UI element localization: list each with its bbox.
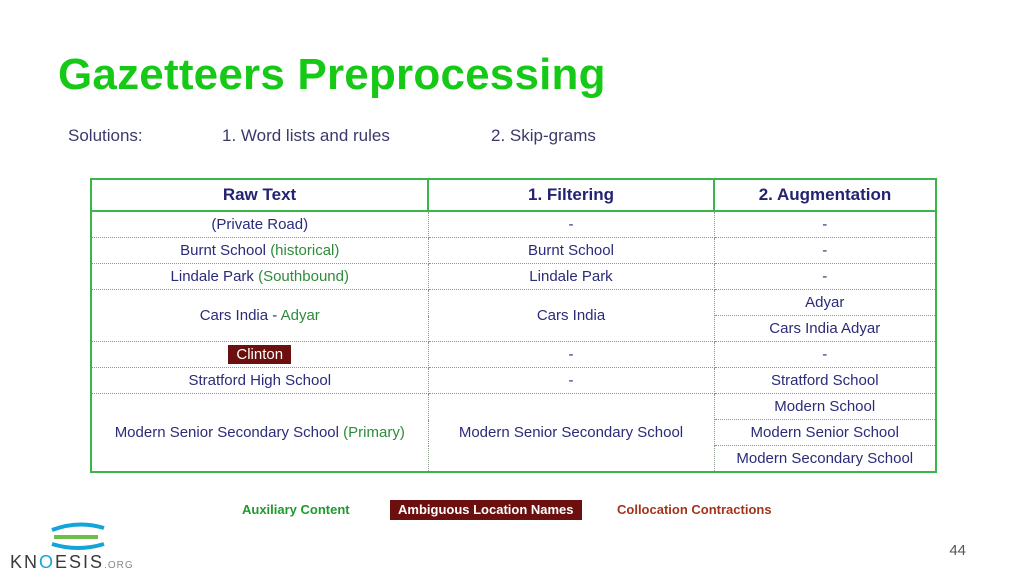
cell-filter: Lindale Park	[428, 264, 714, 290]
logo-text-k: KN	[10, 552, 40, 572]
cell-aug: -	[714, 264, 936, 290]
legend-collocation: Collocation Contractions	[617, 502, 772, 517]
cell-raw	[91, 264, 428, 290]
cell-filter: Modern Senior Secondary School	[428, 394, 714, 473]
table-row	[91, 368, 936, 394]
preprocessing-table	[90, 178, 937, 473]
cell-filter: -	[428, 211, 714, 238]
cell-aug: Adyar	[714, 290, 936, 316]
cell-raw: (Private Road)	[91, 211, 428, 238]
logo-text-rest: ESIS	[55, 552, 105, 572]
table-row	[91, 238, 936, 264]
raw-aux-text: Adyar	[280, 307, 320, 324]
cell-raw: Stratford High School	[91, 368, 428, 394]
raw-aux-text: (historical)	[270, 242, 340, 259]
cell-aug: Modern Secondary School	[714, 446, 936, 473]
table-row	[91, 342, 936, 368]
cell-aug: -	[714, 238, 936, 264]
table-row	[91, 394, 936, 420]
ambiguous-name: Clinton	[228, 345, 291, 364]
raw-main-text: Lindale Park	[170, 268, 259, 285]
cell-raw	[91, 238, 428, 264]
table-row	[91, 290, 936, 316]
cell-filter: -	[428, 342, 714, 368]
legend-ambiguous: Ambiguous Location Names	[390, 500, 582, 520]
solutions-line	[0, 126, 1024, 150]
cell-raw	[91, 290, 428, 342]
table-row	[91, 264, 936, 290]
table-header-row	[91, 179, 936, 211]
raw-main-text: Burnt School	[180, 242, 271, 259]
raw-aux-text: (Primary)	[343, 424, 405, 441]
cell-aug: Cars India Adyar	[714, 316, 936, 342]
logo-mark-icon	[48, 522, 108, 552]
cell-filter: Cars India	[428, 290, 714, 342]
legend	[0, 500, 1024, 522]
knoesis-logo	[8, 522, 148, 574]
cell-aug: -	[714, 211, 936, 238]
raw-main-text: Modern Senior Secondary School	[114, 424, 344, 441]
cell-aug: Modern Senior School	[714, 420, 936, 446]
cell-filter: Burnt School	[428, 238, 714, 264]
header-augmentation: 2. Augmentation	[714, 179, 936, 211]
header-raw-text: Raw Text	[91, 179, 428, 211]
table-row	[91, 211, 936, 238]
legend-auxiliary: Auxiliary Content	[242, 502, 350, 517]
logo-text	[10, 552, 134, 573]
cell-aug: -	[714, 342, 936, 368]
solution-skip-grams: 2. Skip-grams	[491, 126, 596, 145]
page-number: 44	[949, 542, 966, 559]
raw-main-text: Cars India -	[199, 307, 281, 324]
cell-raw	[91, 342, 428, 368]
logo-text-org: .ORG	[104, 560, 134, 571]
solutions-label: Solutions:	[68, 126, 143, 145]
cell-aug: Modern School	[714, 394, 936, 420]
cell-filter: -	[428, 368, 714, 394]
header-filtering: 1. Filtering	[428, 179, 714, 211]
logo-text-o: O	[39, 552, 56, 572]
slide-title: Gazetteers Preprocessing	[58, 50, 606, 99]
cell-aug: Stratford School	[714, 368, 936, 394]
raw-aux-text: (Southbound)	[258, 268, 349, 285]
solution-word-lists: 1. Word lists and rules	[222, 126, 390, 145]
cell-raw	[91, 394, 428, 473]
